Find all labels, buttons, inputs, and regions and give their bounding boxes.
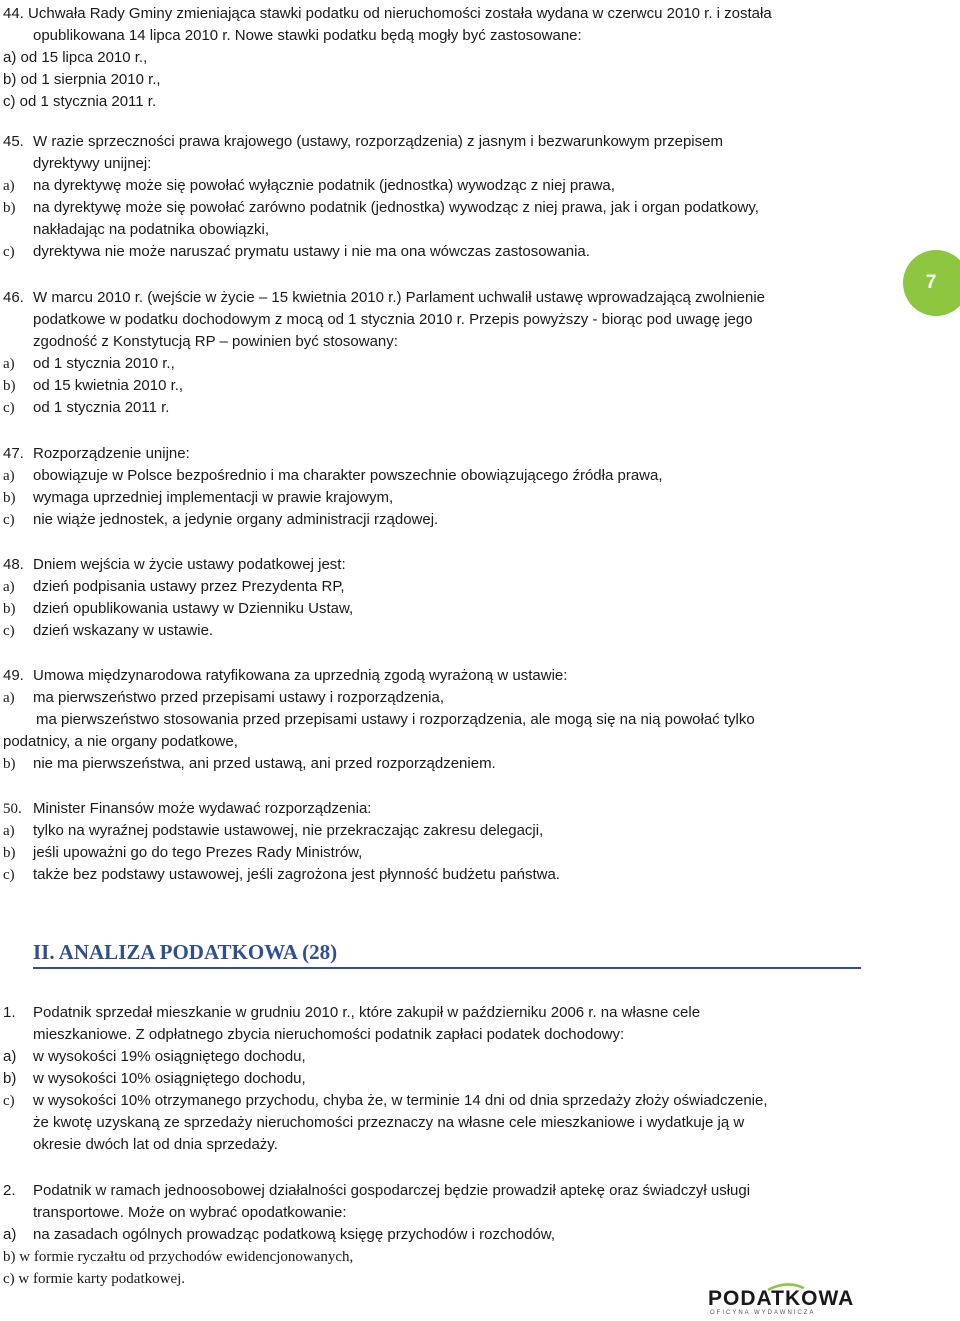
question-number: 49.: [3, 667, 24, 684]
answer-label: a): [3, 579, 15, 595]
logo-swoosh-icon: [766, 1282, 806, 1292]
answer-b-continued: nakładając na podatnika obowiązki,: [33, 221, 269, 238]
answer-label: b): [3, 601, 16, 617]
question-number: 47.: [3, 445, 24, 462]
question-text: 44. Uchwała Rady Gminy zmieniająca stawki podatku od nieruchomości została wydana w czerwcu 2010 r. i została: [3, 5, 772, 22]
answer-a: od 1 stycznia 2010 r.,: [33, 355, 175, 372]
question-text: W marcu 2010 r. (wejście w życie – 15 kwietnia 2010 r.) Parlament uchwalił ustawę wprowadzającą zwolnienie: [33, 289, 765, 306]
question-text: Umowa międzynarodowa ratyfikowana za uprzednią zgodą wyrażoną w ustawie:: [33, 667, 568, 684]
answer-label: a): [3, 178, 15, 194]
answer-a: obowiązuje w Polsce bezpośrednio i ma charakter powszechnie obowiązującego źródła prawa,: [33, 467, 663, 484]
question-45: [3, 131, 863, 263]
section-question-1: [3, 1002, 863, 1156]
answer-c: dzień wskazany w ustawie.: [33, 622, 214, 639]
answer-c: c) w formie karty podatkowej.: [3, 1271, 186, 1287]
answer-b: od 15 kwietnia 2010 r.,: [33, 377, 184, 394]
answer-label: b): [3, 845, 16, 861]
answer-c: w wysokości 10% otrzymanego przychodu, chyba że, w terminie 14 dni od dnia sprzedaży złoży oświadczenie,: [33, 1092, 768, 1109]
answer-a: tylko na wyraźnej podstawie ustawowej, nie przekraczając zakresu delegacji,: [33, 822, 544, 839]
question-number: 1.: [3, 1004, 16, 1021]
question-text: mieszkaniowe. Z odpłatnego zbycia nieruchomości podatnik zapłaci podatek dochodowy:: [33, 1026, 625, 1043]
answer-b: na dyrektywę może się powołać zarówno podatnik (jednostka) wywodząc z niej prawa, jak i organ podatkowy,: [33, 199, 759, 216]
logo-tagline: OFICYNA WYDAWNICZA: [710, 1310, 816, 1316]
question-number: 50.: [3, 801, 22, 817]
answer-label: a): [3, 1048, 17, 1065]
answer-label: b): [3, 756, 16, 772]
answer-b: w wysokości 10% osiągniętego dochodu,: [33, 1070, 306, 1087]
answer-b: wymaga uprzedniej implementacji w prawie krajowym,: [33, 489, 394, 506]
logo-wordmark: PODATKOWA: [708, 1287, 855, 1310]
question-text: transportowe. Może on wybrać opodatkowanie:: [33, 1204, 347, 1221]
answer-b: b) od 1 sierpnia 2010 r.,: [3, 71, 161, 88]
question-number: 45.: [3, 133, 24, 150]
answer-label: a): [3, 823, 15, 839]
section-heading: II. ANALIZA PODATKOWA (28): [33, 941, 861, 969]
answer-b: dzień opublikowania ustawy w Dzienniku Ustaw,: [33, 600, 354, 617]
answer-c: od 1 stycznia 2011 r.: [33, 399, 170, 416]
question-text: Dniem wejścia w życie ustawy podatkowej jest:: [33, 556, 346, 573]
answer-c-continued: okresie dwóch lat od dnia sprzedaży.: [33, 1136, 278, 1153]
question-text: W razie sprzeczności prawa krajowego (ustawy, rozporządzenia) z jasnym i bezwarunkowym przepisem: [33, 133, 723, 150]
answer-label: b): [3, 378, 16, 394]
answer-a: na zasadach ogólnych prowadząc podatkową księgę przychodów i rozchodów,: [33, 1226, 555, 1243]
question-48: [3, 554, 863, 642]
answer-label: b): [3, 1070, 17, 1087]
answer-c: także bez podstawy ustawowej, jeśli zagrożona jest płynność budżetu państwa.: [33, 866, 560, 883]
answer-label: a): [3, 468, 15, 484]
question-text: podatkowe w podatku dochodowym z mocą od 1 stycznia 2010 r. Przepis powyższy - biorąc pod uwagę jego: [33, 311, 753, 328]
question-50: [3, 798, 863, 886]
question-text: Podatnik sprzedał mieszkanie w grudniu 2010 r., które zakupił w październiku 2006 r. na własne cele: [33, 1004, 701, 1021]
answer-a: w wysokości 19% osiągniętego dochodu,: [33, 1048, 306, 1065]
question-49: [3, 665, 863, 775]
question-44: [3, 3, 863, 113]
answer-a: a) od 15 lipca 2010 r.,: [3, 49, 148, 66]
answer-b: jeśli upoważni go do tego Prezes Rady Ministrów,: [33, 844, 363, 861]
section-question-2: [3, 1180, 863, 1290]
answer-label: b): [3, 200, 16, 216]
answer-unlabeled-continued: podatnicy, a nie organy podatkowe,: [3, 733, 238, 750]
answer-label: a): [3, 690, 15, 706]
question-text: dyrektywy unijnej:: [33, 155, 152, 172]
answer-c: dyrektywa nie może naruszać prymatu ustawy i nie ma ona wówczas zastosowania.: [33, 243, 590, 260]
answer-label: c): [3, 1093, 15, 1109]
answer-label: c): [3, 867, 15, 883]
answer-a: dzień podpisania ustawy przez Prezydenta RP,: [33, 578, 345, 595]
answer-label: a): [3, 1226, 17, 1243]
question-text: zgodność z Konstytucją RP – powinien być stosowany:: [33, 333, 398, 350]
answer-label: b): [3, 490, 16, 506]
question-number: 48.: [3, 556, 24, 573]
answer-label: c): [3, 244, 15, 260]
answer-a: na dyrektywę może się powołać wyłącznie podatnik (jednostka) wywodząc z niej prawa,: [33, 177, 615, 194]
question-text: Rozporządzenie unijne:: [33, 445, 190, 462]
answer-c-continued: że kwotę uzyskaną ze sprzedaży nieruchomości przeznaczy na własne cele mieszkaniowe i wydatkuje ją w: [33, 1114, 745, 1131]
publisher-logo: [708, 1288, 860, 1318]
answer-c: c) od 1 stycznia 2011 r.: [3, 93, 157, 110]
answer-b: b) w formie ryczałtu od przychodów ewidencjonowanych,: [3, 1249, 354, 1265]
page-number-badge: 7: [903, 250, 960, 316]
answer-b: nie ma pierwszeństwa, ani przed ustawą, ani przed rozporządzeniem.: [33, 755, 496, 772]
answer-label: a): [3, 356, 15, 372]
question-text: opublikowana 14 lipca 2010 r. Nowe stawki podatku będą mogły być zastosowane:: [33, 27, 582, 44]
question-number: 46.: [3, 289, 24, 306]
answer-label: c): [3, 623, 15, 639]
answer-label: c): [3, 512, 15, 528]
answer-label: c): [3, 400, 15, 416]
question-text: Minister Finansów może wydawać rozporządzenia:: [33, 800, 372, 817]
question-47: [3, 443, 863, 531]
answer-c: nie wiąże jednostek, a jedynie organy administracji rządowej.: [33, 511, 439, 528]
answer-unlabeled: ma pierwszeństwo stosowania przed przepisami ustawy i rozporządzenia, ale mogą się na nią powołać tylko: [36, 711, 755, 728]
question-number: 2.: [3, 1182, 16, 1199]
question-text: Podatnik w ramach jednoosobowej działalności gospodarczej będzie prowadził aptekę oraz świadczył usługi: [33, 1182, 751, 1199]
question-46: [3, 287, 863, 419]
answer-a: ma pierwszeństwo przed przepisami ustawy i rozporządzenia,: [33, 689, 445, 706]
